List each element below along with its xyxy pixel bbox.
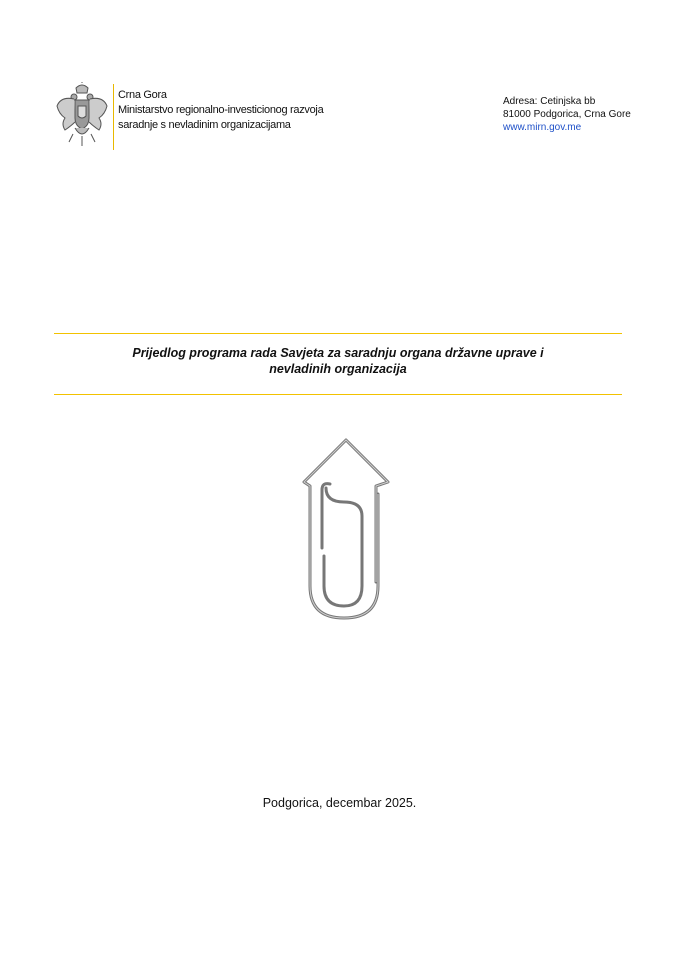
address-street: Adresa: Cetinjska bb [503,96,596,107]
address-block [503,95,631,134]
header-divider [113,84,114,150]
org-ministry-cont: saradnje s nevladinim organizacijama [118,119,291,131]
title-line-1: Prijedlog programa rada Savjeta za saradnju organa državne uprave i [132,346,544,360]
title-rule-bottom [54,394,622,395]
org-country: Crna Gora [118,89,167,101]
place-and-date: Podgorica, decembar 2025. [262,796,417,810]
website-link[interactable]: www.mirn.gov.me [503,122,582,133]
org-ministry: Ministarstvo regionalno-investicionog razvoja [118,104,324,116]
document-title [54,345,622,377]
address-city: 81000 Podgorica, Crna Gore [503,109,631,120]
organization-block [118,88,323,133]
paperclip-house-logo-icon [300,436,394,626]
title-line-2: nevladinih organizacija [269,362,407,376]
coat-of-arms-icon [55,82,109,148]
title-rule-top [54,333,622,334]
